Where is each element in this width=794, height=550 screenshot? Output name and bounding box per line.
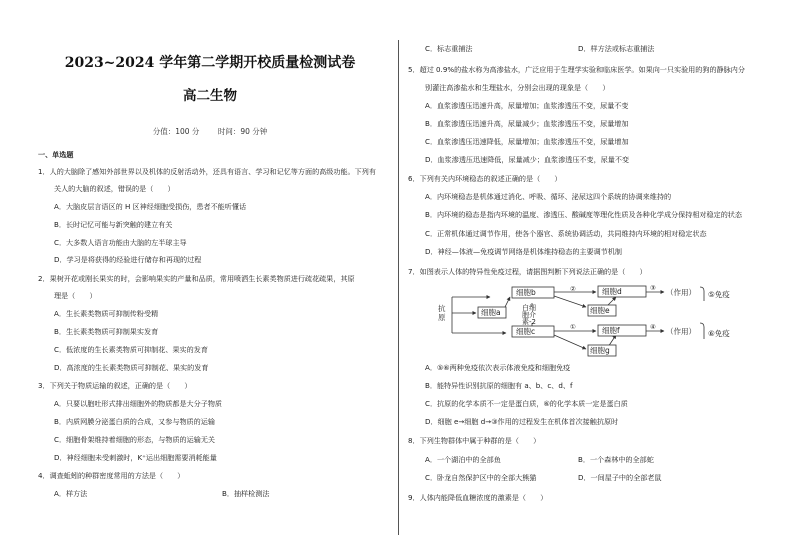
option-line: D．学习是将获得的经验进行储存和再现的过程 (54, 255, 202, 264)
option-line: C．标志重捕法 (425, 44, 473, 53)
section-heading: 一、单选题 (38, 150, 74, 159)
cell-g-label: 细胞g (590, 346, 610, 355)
option-line: D．高浓度的生长素类物质可抑制花、果实的发育 (54, 363, 209, 372)
question-line: 关人的大脑的叙述，错误的是（ ） (54, 184, 175, 193)
option-line: A．⑤⑥两种免疫依次表示体液免疫和细胞免疫 (425, 363, 571, 372)
effect-label-bottom: （作用） (666, 327, 696, 336)
question-line: 2．果树开花或刚长果实的时，会影响果实的产量和品质，常用喷洒生长素类物质进行疏花疏果，其原 (38, 274, 355, 283)
cytokine-label-3: 素-2 (522, 318, 536, 326)
cytokine-label-2: 胞介 (522, 311, 536, 319)
exam-subject: 高二生物 (183, 88, 237, 104)
option-line: A．生长素类物质可抑制传粉受精 (54, 309, 159, 318)
diagram-svg (418, 283, 758, 361)
option-line: C．抗原的化学本质不一定是蛋白质，⑥的化学本质一定是蛋白质 (425, 399, 628, 408)
question-line: 别灌注高渗盐水和生理盐水，分别会出现的现象是（ ） (425, 83, 610, 92)
option-line: A．样方法 (54, 489, 88, 498)
option-line: D．神经—体液—免疫调节网络是机体维持稳态的主要调节机制 (425, 247, 622, 256)
effect-label-top: （作用） (666, 288, 696, 297)
option-line: C．正常机体通过调节作用，使各个器官、系统协调活动，共同维持内环境的相对稳定状态 (425, 229, 707, 238)
option-line: C．低浓度的生长素类物质可抑制花、果实的发育 (54, 345, 208, 354)
option-line: D．细胞 e→细胞 d→③作用的过程发生在机体首次接触抗原时 (425, 417, 619, 426)
option-line: A．只要以胞吐形式排出细胞外的物质都是大分子物质 (54, 399, 223, 408)
cell-f-label: 细胞f (602, 326, 620, 335)
question-line: 7．如图表示人体的特异性免疫过程，请据图判断下列说法正确的是（ ） (408, 267, 647, 276)
option-line: C．血浆渗透压迅速降低，尿量增加；血浆渗透压不变，尿量增加 (425, 137, 629, 146)
immunity-5-label: ⑤免疫 (708, 290, 730, 299)
option-line: B．抽样检测法 (222, 489, 270, 498)
option-line: C．卧龙自然保护区中的全部大熊猫 (425, 473, 537, 482)
option-line: D．样方法或标志重捕法 (578, 44, 655, 53)
num-2: ① (570, 323, 576, 331)
num-1: ② (570, 285, 576, 293)
option-line: D．血浆渗透压迅速降低，尿量减少；血浆渗透压不变，尿量不变 (425, 155, 630, 164)
exam-meta (34, 126, 386, 137)
num-4: ④ (650, 323, 656, 331)
num-3: ③ (650, 284, 656, 292)
time-label: 时间：90 分钟 (217, 127, 268, 136)
option-line: C．大多数人语言功能由大脑的左半球主导 (54, 238, 187, 247)
question-line: 9．人体内能降低血糖浓度的激素是（ ） (408, 493, 548, 502)
option-line: B．长时记忆可能与新突触的建立有关 (54, 220, 173, 229)
cytokine-label-1: 白细 (522, 304, 536, 312)
cell-c-label: 细胞c (516, 327, 536, 336)
option-line: D．神经细胞未受刺激时，K⁺运出细胞需要消耗能量 (54, 453, 217, 462)
option-line: B．血浆渗透压迅速升高，尿量减少；血浆渗透压不变，尿量增加 (425, 119, 629, 128)
option-line: C．细胞骨架维持着细胞的形态，与物质的运输无关 (54, 435, 216, 444)
exam-title: 2023~2024 学年第二学期开校质量检测试卷 (64, 55, 356, 71)
question-line: 6．下列有关内环境稳态的叙述正确的是（ ） (408, 174, 562, 183)
option-line: B．内质网膜分泌蛋白质的合成，又参与物质的运输 (54, 417, 215, 426)
option-line: A．血浆渗透压迅速升高，尿量增加；血浆渗透压不变，尿量不变 (425, 101, 629, 110)
option-line: A．一个湖泊中的全部鱼 (425, 455, 501, 464)
question-line: 理是（ ） (54, 291, 97, 300)
option-line: D．一间屋子中的全部老鼠 (578, 473, 662, 482)
cell-a-label: 细胞a (481, 308, 501, 317)
question-line: 1．人的大脑除了感知外部世界以及机体的反射活动外，还具有语言、学习和记忆等方面的高级功能。下列有 (38, 167, 376, 176)
option-line: B．生长素类物质可抑制果实发育 (54, 327, 159, 336)
cell-e-label: 细胞e (590, 306, 610, 315)
immunity-6-label: ⑥免疫 (708, 329, 730, 338)
option-line: A．大脑皮层言语区的 H 区神经细胞受损伤，患者不能听懂话 (54, 202, 247, 211)
question-line: 3．下列关于物质运输的叙述，正确的是（ ） (38, 381, 192, 390)
option-line: B．能特异性识别抗原的细胞有 a、b、c、d、f (425, 381, 573, 390)
antigen-label-2: 原 (438, 313, 446, 322)
option-line: A．内环境稳态是机体通过消化、呼吸、循环、泌尿这四个系统的协调来维持的 (425, 192, 672, 201)
immune-process-diagram (418, 283, 758, 361)
question-line: 5．超过 0.9%的盐水称为高渗盐水，广泛应用于生理学实验和临床医学。如果向一只实验用的狗的静脉内分 (408, 65, 745, 74)
question-line: 8．下列生物群体中属于种群的是（ ） (408, 436, 541, 445)
option-line: B．一个森林中的全部蛇 (578, 455, 654, 464)
option-line: B．内环境的稳态是指内环境的温度、渗透压、酸碱度等理化性质及各种化学成分保持相对稳定的状态 (425, 210, 742, 219)
score-label: 分值：100 分 (152, 127, 200, 136)
cell-d-label: 细胞d (602, 287, 622, 296)
cell-b-label: 细胞b (516, 288, 536, 297)
column-divider (398, 40, 399, 535)
question-line: 4．调查蚯蚓的种群密度常用的方法是（ ） (38, 471, 185, 480)
antigen-label: 抗 (438, 304, 446, 313)
